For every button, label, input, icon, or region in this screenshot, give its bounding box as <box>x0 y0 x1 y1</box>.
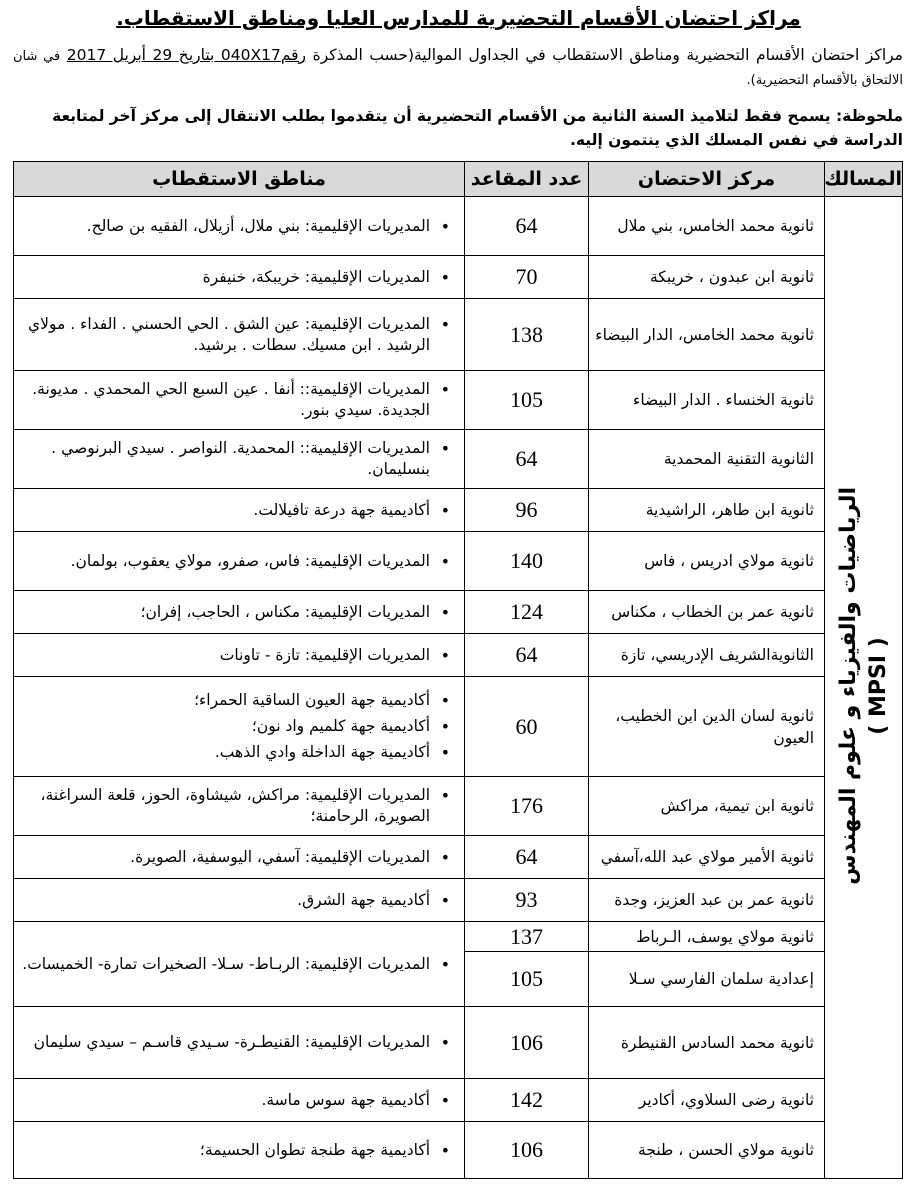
zones-list <box>20 1090 456 1111</box>
seats-cell: 106 <box>465 1122 589 1179</box>
seats-cell: 64 <box>465 197 589 256</box>
table-row <box>14 299 903 371</box>
seats-cell: 96 <box>465 489 589 532</box>
seats-cell: 138 <box>465 299 589 371</box>
zone-item: • المديريات الإقليمية: مراكش، شيشاوة، الحوز، قلعة السراغنة، الصويرة، الرحامنة؛ <box>20 785 456 827</box>
center-cell: ثانوية عمر بن الخطاب ، مكناس <box>589 591 825 634</box>
header-track: المسالك <box>825 162 903 197</box>
zones-list <box>20 890 456 911</box>
track-label <box>834 487 894 885</box>
zones-cell <box>14 532 465 591</box>
zone-item: • أكاديمية جهة الشرق. <box>20 890 456 911</box>
zones-cell <box>14 1007 465 1079</box>
zone-item: • المديريات الإقليمية: القنيطـرة- سـيدي قاسـم – سيدي سليمان <box>20 1032 456 1053</box>
table-body <box>14 197 903 1179</box>
zone-item: • المديريات الإقليمية: خريبكة، خنيفرة <box>20 267 456 288</box>
table-row <box>14 430 903 489</box>
track-name: الرياضيات والفيزياء و علوم المهندس <box>835 486 861 885</box>
track-code: ( MPSI ) <box>865 636 891 735</box>
center-cell: ثانوية محمد الخامس، بني ملال <box>589 197 825 256</box>
zones-list <box>20 500 456 521</box>
zones-list <box>20 379 456 421</box>
zone-item: • المديريات الإقليمية: فاس، صفرو، مولاي يعقوب، بولمان. <box>20 551 456 572</box>
zones-list <box>20 1032 456 1053</box>
header-seats: عدد المقاعد <box>465 162 589 197</box>
zones-cell <box>14 430 465 489</box>
table-row <box>14 591 903 634</box>
note-paragraph: ملحوظة: يسمح فقط لتلاميذ السنة الثانية من الأقسام التحضيرية أن يتقدموا بطلب الانتقال إلى مركز آخر لمتابعة الدراسة في نفس المسلك الذي ينتمون إليه. <box>52 107 903 149</box>
zones-cell <box>14 879 465 922</box>
zone-item: • أكاديمية جهة الداخلة وادي الذهب. <box>20 742 456 763</box>
zones-cell <box>14 256 465 299</box>
seats-cell: 105 <box>465 371 589 430</box>
zone-item: • المديريات الإقليمية: الربـاط- سـلا- الصخيرات تمارة- الخميسات. <box>20 954 456 975</box>
table-row <box>14 1007 903 1079</box>
header-zones: مناطق الاستقطاب <box>14 162 465 197</box>
center-cell: ثانوية الأمير مولاي عبد الله،آسفي <box>589 836 825 879</box>
zones-cell <box>14 1122 465 1179</box>
zones-cell <box>14 591 465 634</box>
table-row <box>14 1122 903 1179</box>
seats-cell: 105 <box>465 952 589 1007</box>
zones-list <box>20 690 456 763</box>
zones-list <box>20 1140 456 1161</box>
table-row <box>14 489 903 532</box>
center-cell: ثانوية ابن تيمية، مراكش <box>589 777 825 836</box>
center-cell: ثانوية الخنساء . الدار البيضاء <box>589 371 825 430</box>
zones-list <box>20 847 456 868</box>
zones-cell <box>14 197 465 256</box>
zones-cell <box>14 777 465 836</box>
zones-cell <box>14 299 465 371</box>
center-cell: ثانوية محمد الخامس، الدار البيضاء <box>589 299 825 371</box>
zones-cell <box>14 677 465 777</box>
zones-list <box>20 954 456 975</box>
table-row <box>14 371 903 430</box>
center-cell: ثانوية رضى السلاوي، أكادير <box>589 1079 825 1122</box>
zone-item: • أكاديمية جهة كلميم واد نون؛ <box>20 716 456 737</box>
seats-cell: 70 <box>465 256 589 299</box>
table-row <box>14 922 903 952</box>
zones-list <box>20 551 456 572</box>
table-row <box>14 197 903 256</box>
center-cell: إعدادية سلمان الفارسي سـلا <box>589 952 825 1007</box>
center-cell: ثانوية مولاي يوسف، الـرباط <box>589 922 825 952</box>
zone-item: • أكاديمية جهة طنجة تطوان الحسيمة؛ <box>20 1140 456 1161</box>
zones-cell <box>14 489 465 532</box>
center-cell: ثانوية ابن عبدون ، خريبكة <box>589 256 825 299</box>
center-cell: ثانوية محمد السادس القنيطرة <box>589 1007 825 1079</box>
zone-item: • أكاديمية جهة سوس ماسة. <box>20 1090 456 1111</box>
zone-item: • أكاديمية جهة درعة تافيلالت. <box>20 500 456 521</box>
intro-paragraph <box>13 44 903 92</box>
zone-item: • أكاديمية جهة العيون الساقية الحمراء؛ <box>20 690 456 711</box>
center-cell: ثانوية عمر بن عبد العزيز، وجدة <box>589 879 825 922</box>
table-row <box>14 879 903 922</box>
seats-cell: 64 <box>465 634 589 677</box>
zones-list <box>20 602 456 623</box>
table-row <box>14 677 903 777</box>
zones-list <box>20 645 456 666</box>
zone-item: • المديريات الإقليمية: آسفي، اليوسفية، الصويرة. <box>20 847 456 868</box>
center-cell: ثانوية مولاي الحسن ، طنجة <box>589 1122 825 1179</box>
zone-item: • المديريات الإقليمية: بني ملال، أزيلال، الفقيه بن صالح. <box>20 216 456 237</box>
intro-text-end: في شان الالتحاق بالأقسام التحضيرية). <box>13 49 903 88</box>
track-cell <box>825 197 903 1179</box>
table-row <box>14 1079 903 1122</box>
zone-item: • المديريات الإقليمية:: المحمدية. النواصر . سيدي البرنوصي . بنسليمان. <box>20 438 456 480</box>
seats-cell: 124 <box>465 591 589 634</box>
zone-item: • المديريات الإقليمية: مكناس ، الحاجب، إفران؛ <box>20 602 456 623</box>
seats-cell: 64 <box>465 430 589 489</box>
zone-item: • المديريات الإقليمية: تازة - تاونات <box>20 645 456 666</box>
zones-list <box>20 267 456 288</box>
zone-item: • المديريات الإقليمية:: أنفا . عين السبع الحي المحمدي . مديونة. الجديدة. سيدي بنور. <box>20 379 456 421</box>
table-row <box>14 256 903 299</box>
zones-list <box>20 438 456 480</box>
seats-cell: 64 <box>465 836 589 879</box>
center-cell: ثانوية مولاي ادريس ، فاس <box>589 532 825 591</box>
zones-cell <box>14 634 465 677</box>
header-center: مركز الاحتضان <box>589 162 825 197</box>
seats-cell: 106 <box>465 1007 589 1079</box>
table-row <box>14 532 903 591</box>
table-row <box>14 836 903 879</box>
zones-cell <box>14 836 465 879</box>
zones-list <box>20 216 456 237</box>
seats-cell: 140 <box>465 532 589 591</box>
zone-item: • المديريات الإقليمية: عين الشق . الحي الحسني . الفداء . مولاي الرشيد . ابن مسيك. سطات . برشيد. <box>20 314 456 356</box>
seats-cell: 137 <box>465 922 589 952</box>
seats-cell: 60 <box>465 677 589 777</box>
zones-list <box>20 314 456 356</box>
center-cell: ثانوية لسان الدين ابن الخطيب، العيون <box>589 677 825 777</box>
zones-cell <box>14 922 465 1007</box>
center-cell: الثانويةالشريف الإدريسي، تازة <box>589 634 825 677</box>
intro-text: مراكز احتضان الأقسام التحضيرية ومناطق الاستقطاب في الجداول الموالية(حسب المذكرة <box>312 46 903 64</box>
centers-table <box>13 161 903 1179</box>
table-row <box>14 777 903 836</box>
seats-cell: 142 <box>465 1079 589 1122</box>
seats-cell: 93 <box>465 879 589 922</box>
zones-cell <box>14 1079 465 1122</box>
zones-cell <box>14 371 465 430</box>
document-title: مراكز احتضان الأقسام التحضيرية للمدارس العليا ومناطق الاستقطاب. <box>116 6 801 30</box>
center-cell: ثانوية ابن طاهر، الراشيدية <box>589 489 825 532</box>
zones-list <box>20 785 456 827</box>
table-header-row <box>14 162 903 197</box>
seats-cell: 176 <box>465 777 589 836</box>
table-row <box>14 634 903 677</box>
center-cell: الثانوية التقنية المحمدية <box>589 430 825 489</box>
memo-reference: رقم040X17 بتاريخ 29 أبريل 2017 <box>66 46 307 64</box>
